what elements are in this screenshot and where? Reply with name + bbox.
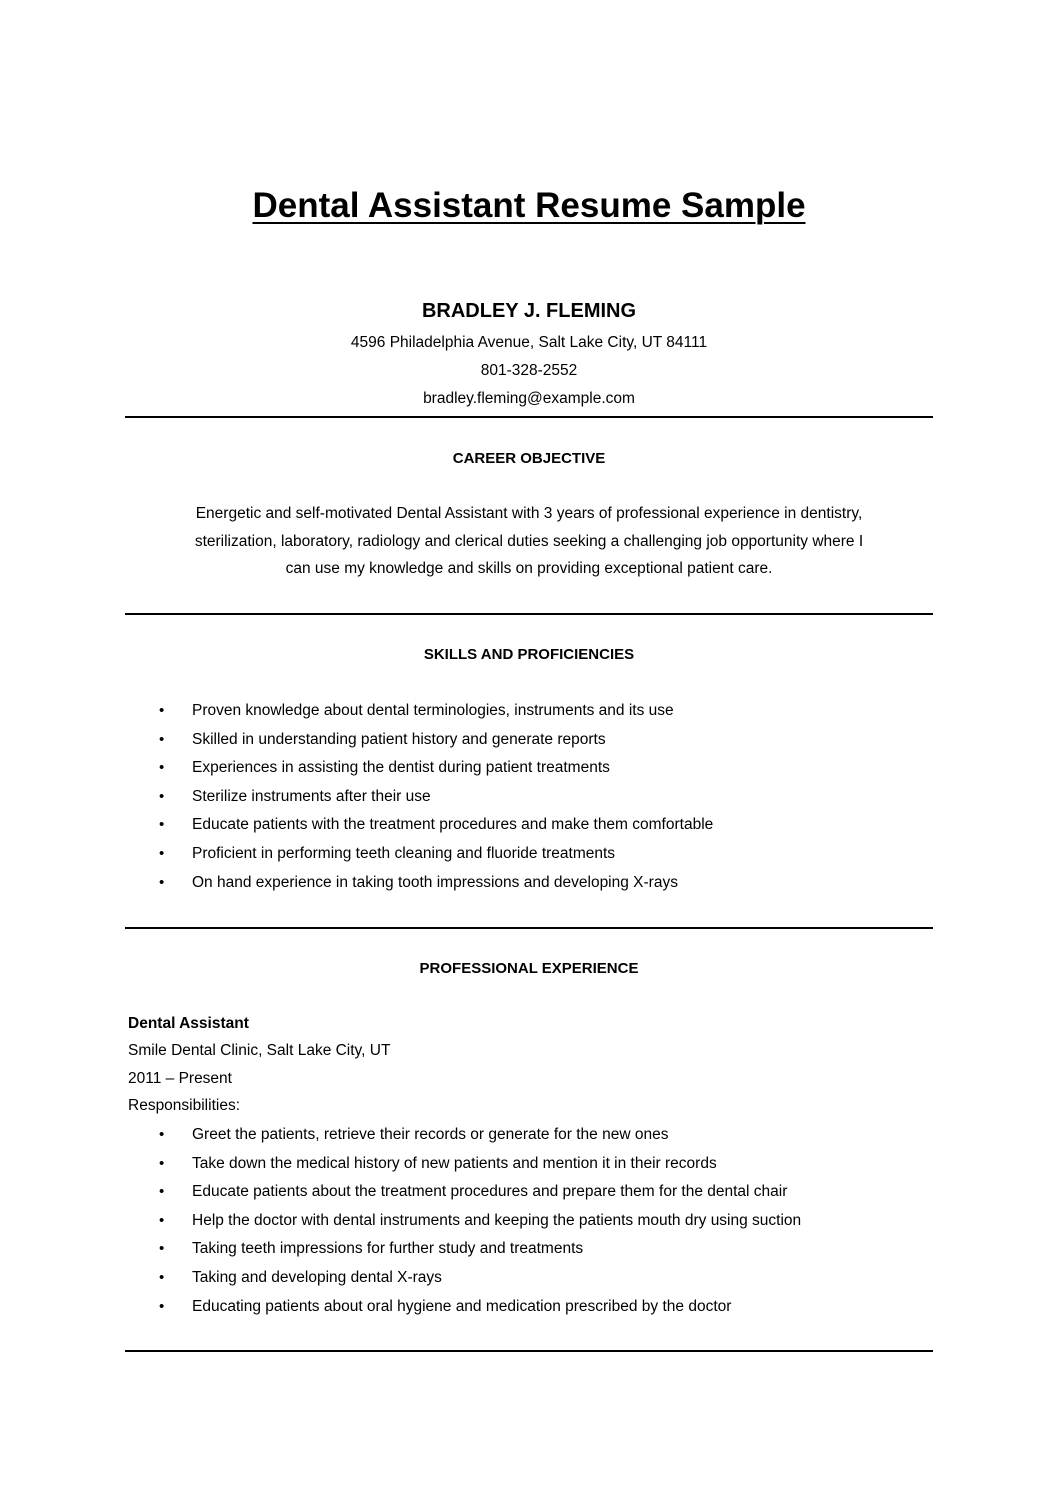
document-title: Dental Assistant Resume Sample: [252, 186, 806, 225]
bullet-icon: •: [159, 1211, 165, 1229]
list-item: • Sterilize instruments after their use: [125, 783, 933, 812]
divider: [125, 927, 933, 929]
list-item: • On hand experience in taking tooth impressions and developing X-rays: [125, 869, 933, 898]
responsibilities-list: [125, 1121, 933, 1321]
bullet-icon: •: [159, 730, 165, 748]
bullet-icon: •: [159, 1268, 165, 1286]
list-item: • Taking teeth impressions for further study and treatments: [125, 1235, 933, 1264]
job-details: [128, 1010, 390, 1120]
bullet-icon: •: [159, 1126, 165, 1143]
list-item: • Proficient in performing teeth cleaning and fluoride treatments: [125, 840, 933, 869]
list-item: • Taking and developing dental X-rays: [125, 1264, 933, 1293]
address: 4596 Philadelphia Avenue, Salt Lake City, UT 84111: [350, 334, 708, 351]
skills-list: [125, 697, 933, 897]
experience-heading: PROFESSIONAL EXPERIENCE: [419, 960, 639, 977]
bullet-icon: •: [159, 1297, 165, 1315]
list-item: • Skilled in understanding patient history and generate reports: [125, 726, 933, 755]
divider: [125, 613, 933, 615]
list-item: • Take down the medical history of new patients and mention it in their records: [125, 1150, 933, 1179]
bullet-icon: •: [159, 702, 165, 719]
bullet-icon: •: [159, 1154, 165, 1172]
skills-heading: SKILLS AND PROFICIENCIES: [423, 646, 635, 663]
list-item: • Educate patients with the treatment procedures and make them comfortable: [125, 811, 933, 840]
bullet-icon: •: [159, 759, 165, 777]
responsibilities-label: Responsibilities:: [128, 1097, 240, 1115]
divider: [125, 1350, 933, 1352]
bullet-icon: •: [159, 1240, 165, 1258]
objective-text: [125, 500, 933, 583]
job-period: 2011 – Present: [128, 1069, 232, 1087]
bullet-icon: •: [159, 844, 165, 862]
bullet-icon: •: [159, 816, 165, 834]
divider: [125, 416, 933, 418]
email: bradley.fleming@example.com: [423, 390, 635, 407]
list-item: • Educate patients about the treatment procedures and prepare them for the dental chair: [125, 1178, 933, 1207]
bullet-icon: •: [159, 873, 165, 891]
objective-heading: CAREER OBJECTIVE: [452, 450, 606, 467]
bullet-icon: •: [159, 1183, 165, 1201]
objective-line: can use my knowledge and skills on providing exceptional patient care.: [285, 560, 773, 577]
bullet-icon: •: [159, 787, 165, 805]
list-item: • Educating patients about oral hygiene and medication prescribed by the doctor: [125, 1293, 933, 1322]
phone: 801-328-2552: [480, 362, 578, 379]
job-role: Dental Assistant: [128, 1015, 249, 1032]
list-item: • Help the doctor with dental instruments and keeping the patients mouth dry using suction: [125, 1207, 933, 1236]
candidate-name: BRADLEY J. FLEMING: [421, 300, 637, 322]
job-employer: Smile Dental Clinic, Salt Lake City, UT: [128, 1042, 391, 1060]
list-item: • Proven knowledge about dental terminologies, instruments and its use: [125, 697, 933, 726]
list-item: • Greet the patients, retrieve their records or generate for the new ones: [125, 1121, 933, 1150]
objective-line: Energetic and self-motivated Dental Assistant with 3 years of professional experience in dentistry,: [195, 505, 863, 522]
list-item: • Experiences in assisting the dentist during patient treatments: [125, 754, 933, 783]
objective-line: sterilization, laboratory, radiology and clerical duties seeking a challenging job opportunity where I: [194, 532, 864, 550]
